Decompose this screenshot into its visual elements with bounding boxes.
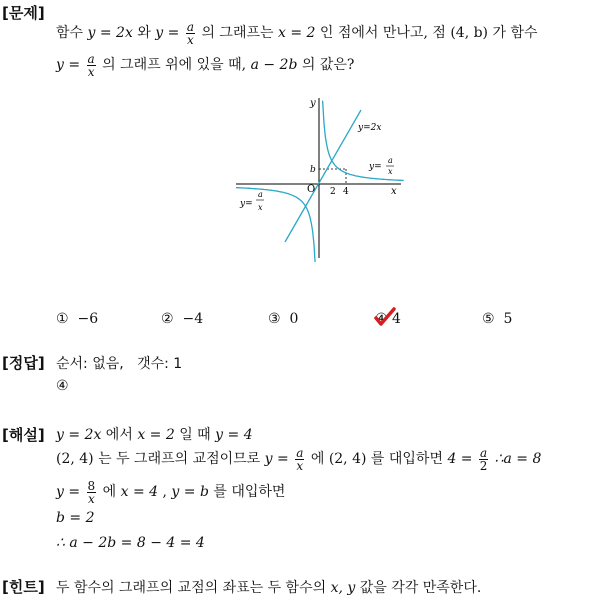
correct-check-icon [373, 306, 397, 328]
explanation-line-4: b = 2 [56, 510, 95, 526]
fraction: $\frac{a}{x}$ [87, 51, 95, 79]
answer-meta [56, 353, 182, 373]
choice-mark: ④ [375, 311, 388, 327]
point: (4, b) [450, 25, 489, 41]
hint-tag: [힌트] [2, 578, 45, 596]
problem-text: 의 그래프 위에 있을 때, [102, 57, 247, 73]
explanation-line-1: y = 2x 에서 x = 2 일 때 y = 4 [56, 427, 253, 443]
choice-1[interactable] [56, 311, 98, 327]
line-label: y=2x [358, 123, 382, 133]
choice-mark: ⑤ [482, 311, 495, 327]
fraction: $\frac{a}{2}$ [479, 445, 488, 473]
problem-tag: [문제] [2, 4, 45, 22]
function-graph [236, 96, 406, 262]
answer-tag: [정답] [2, 354, 45, 372]
problem-line-1 [56, 18, 538, 48]
svg-text:y=: y= [369, 162, 382, 172]
fraction: $\frac{a}{x}$ [296, 445, 304, 473]
choice-mark: ① [56, 311, 69, 327]
count-label: 갯수: 1 [137, 356, 183, 372]
line-y-2x [285, 110, 361, 242]
choice-3[interactable] [268, 311, 298, 327]
explanation-line-5: ∴ a − 2b = 8 − 4 = 4 [56, 535, 205, 551]
svg-text:a: a [258, 190, 263, 199]
choice-value: −4 [182, 311, 204, 327]
choice-value: 0 [289, 311, 299, 327]
order-label: 순서: 없음, [56, 356, 124, 372]
problem-text: 의 그래프는 [201, 25, 274, 41]
equation: a − 2b [250, 57, 298, 73]
svg-text:x: x [388, 167, 393, 176]
tick-4: 4 [343, 187, 349, 197]
problem-text: 인 점에서 만나고, 점 [319, 25, 446, 41]
problem-text: 가 함수 [492, 25, 538, 41]
y-axis-label: y [310, 98, 316, 109]
explanation-tag: [해설] [2, 426, 45, 444]
problem-text: 의 값은? [301, 57, 355, 73]
equation: y = [56, 57, 81, 73]
fraction: $\frac{8}{x}$ [87, 478, 96, 506]
explanation-line-3: y = $\frac{8}{x}$ 에 x = 4 , y = b 를 대입하면 [56, 478, 286, 506]
fraction: $\frac{a}{x}$ [186, 19, 194, 47]
left-curve-label [239, 190, 264, 212]
svg-text:a: a [388, 156, 393, 165]
hint-text: 두 함수의 그래프의 교점의 좌표는 두 함수의 x, y 값을 각각 만족한다. [56, 580, 482, 596]
origin-label: O [307, 184, 316, 195]
explanation-line-2: (2, 4) 는 두 그래프의 교점이므로 y = $\frac{a}{x}$ 에 (2, 4) 를 대입하면 4 = $\frac{a}{2}$ ∴a = 8 [56, 445, 542, 473]
choice-mark: ③ [268, 311, 281, 327]
svg-text:y=: y= [240, 199, 253, 209]
problem-text: 와 [137, 25, 151, 41]
choice-value: −6 [77, 311, 99, 327]
choice-mark: ② [161, 311, 174, 327]
equation: y = 2x [87, 25, 133, 41]
problem-text: 함수 [56, 25, 84, 41]
x-axis-label: x [391, 186, 397, 197]
equation: y = [155, 25, 180, 41]
curve-label [368, 156, 394, 176]
tick-b: b [310, 165, 316, 175]
tick-2: 2 [330, 187, 336, 197]
equation: x = 2 [277, 25, 316, 41]
choice-2[interactable] [161, 311, 203, 327]
choice-value: 4 [392, 311, 401, 327]
problem-line-2 [56, 50, 354, 80]
answer-value: ④ [56, 378, 69, 394]
svg-text:x: x [258, 203, 263, 212]
choice-value: 5 [503, 311, 513, 327]
choice-5[interactable] [482, 311, 512, 327]
